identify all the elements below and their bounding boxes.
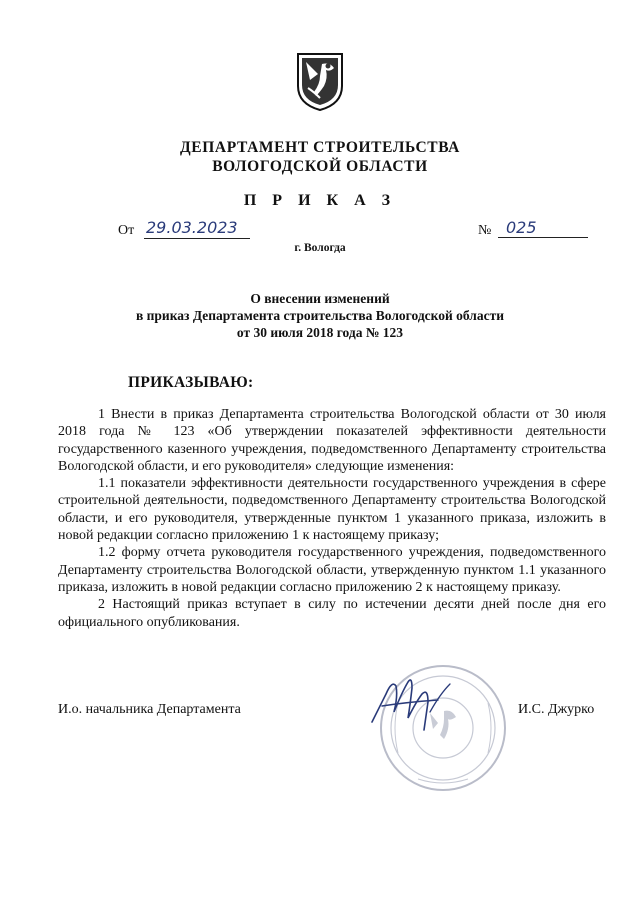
signer-position: И.о. начальника Департамента: [58, 702, 241, 717]
department-name-line2: ВОЛОГОДСКОЙ ОБЛАСТИ: [212, 158, 428, 175]
subject-line2: в приказ Департамента строительства Вологодской области: [135, 308, 505, 323]
order-heading: ПРИКАЗЫВАЮ:: [128, 374, 254, 391]
handwritten-signature: [368, 672, 458, 734]
body-paragraph: 2 Настоящий приказ вступает в силу по истечении десяти дней после дня его официального опубликования.: [58, 597, 606, 630]
date-label: От: [118, 223, 135, 238]
number-value-handwritten: 025: [498, 218, 588, 238]
date-value-handwritten: 29.03.2023: [144, 218, 250, 239]
subject-line1: О внесении изменений: [250, 291, 390, 306]
coat-of-arms-icon: [296, 52, 344, 112]
body-paragraph: 1.2 форму отчета руководителя государственного учреждения, подведомственного Департаменту строительства Вологодской области, утвержденную пунктом 1.1 указанного приказа, изложить в новой редакции согласно приложению 2 к настоящему приказу.: [58, 545, 606, 595]
subject-line3: от 30 июля 2018 года № 123: [236, 325, 404, 340]
department-name-line1: ДЕПАРТАМЕНТ СТРОИТЕЛЬСТВА: [180, 139, 460, 156]
order-body: [58, 406, 606, 631]
signer-name: И.С. Джурко: [518, 702, 595, 717]
body-paragraph: 1.1 показатели эффективности деятельности государственного учреждения в сфере строительной деятельности, подведомственного Департаменту строительства Вологодской области, и его руководителя, утвержденные пунктом 1 указанного приказа, изложить в новой редакции согласно приложению 1 к настоящему приказу;: [58, 476, 606, 544]
number-label: №: [478, 223, 492, 238]
body-paragraph: 1 Внести в приказ Департамента строительства Вологодской области от 30 июля 2018 года № 123 «Об утверждении показателей эффективности деятельности государственного казенного учреждения, подведомственного Департаменту строительства Вологодской области, и его руководителя» следующие изменения:: [58, 407, 606, 474]
document-type-title: П Р И К А З: [243, 192, 397, 209]
city-label: г. Вологда: [294, 242, 346, 254]
